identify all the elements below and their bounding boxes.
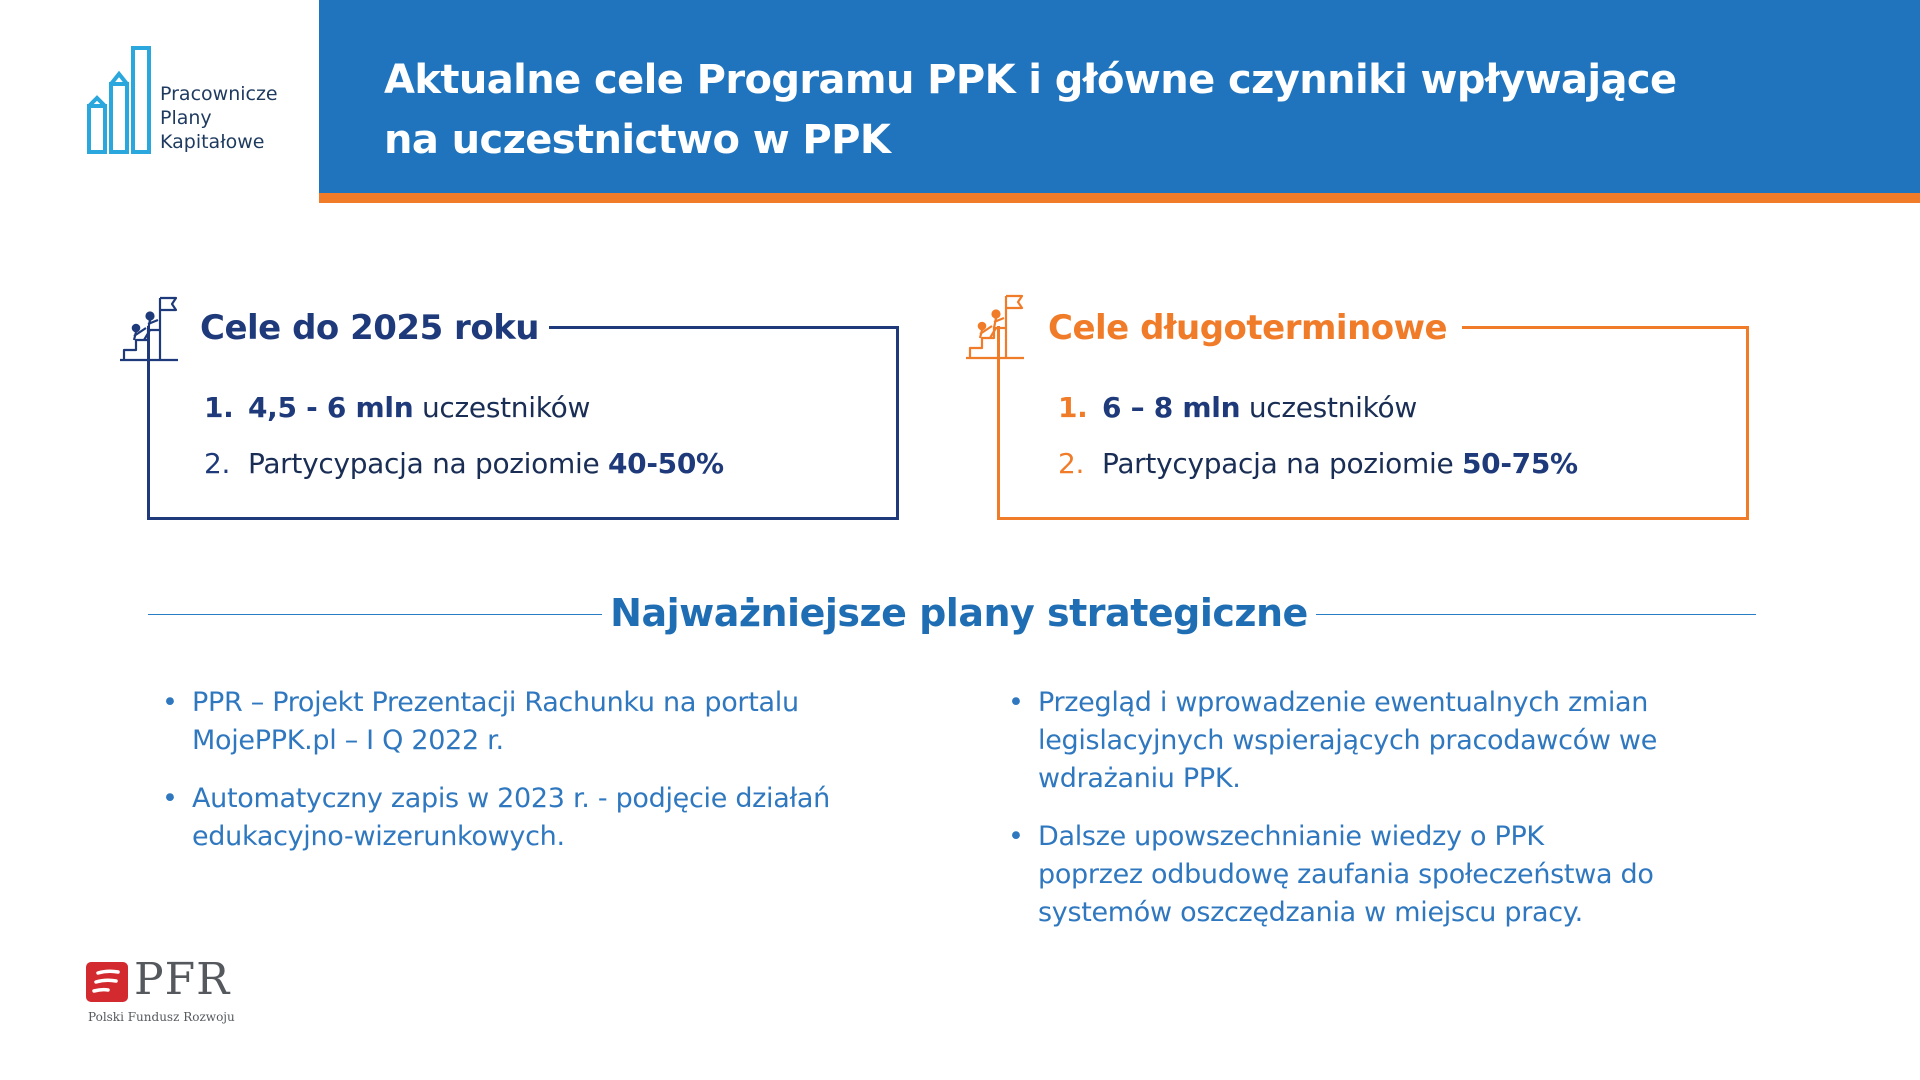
goals-2025-box-top-border (549, 326, 899, 329)
bullet-icon: • (1008, 687, 1024, 718)
list-number: 2. (204, 447, 231, 480)
pfr-subtitle: Polski Fundusz Rozwoju (88, 1010, 235, 1024)
bullet-icon: • (162, 687, 178, 718)
page-title-line-2: na uczestnictwo w PPK (384, 117, 891, 163)
goal-value: 40-50% (607, 447, 724, 480)
plan-text-line: MojePPK.pl – I Q 2022 r. (192, 725, 504, 756)
ppk-logo-text (160, 82, 278, 154)
goal-value: 4,5 - 6 mln (248, 391, 414, 424)
ppk-buildings-icon (86, 44, 152, 156)
goal-text: uczestników (1240, 391, 1417, 424)
plan-text-line: Przegląd i wprowadzenie ewentualnych zmian (1038, 687, 1649, 718)
goals-2025-list (204, 380, 724, 492)
goal-text: Partycypacja na poziomie (248, 447, 608, 480)
goals-2025-item-1 (204, 380, 724, 436)
goal-text: uczestników (413, 391, 591, 424)
goals-2025-item-2 (204, 436, 724, 492)
goals-long-heading: Cele długoterminowe (1048, 308, 1448, 348)
plan-text-line: PPR – Projekt Prezentacji Rachunku na portalu (192, 687, 799, 718)
plan-item (160, 780, 920, 856)
plan-text-line: Automatyczny zapis w 2023 r. - podjęcie działań (192, 783, 830, 814)
bullet-icon: • (1008, 821, 1024, 852)
goals-long-list (1058, 380, 1578, 492)
plan-item (1006, 684, 1766, 798)
logo-line-1: Pracownicze (160, 83, 278, 105)
page-title-line-1: Aktualne cele Programu PPK i główne czynniki wpływające (384, 57, 1677, 103)
pfr-mark-icon (86, 962, 128, 1002)
plan-text-line: Dalsze upowszechnianie wiedzy o PPK (1038, 821, 1544, 852)
section-divider-right (1316, 614, 1756, 615)
plan-text-line: legislacyjnych wspierających pracodawców we (1038, 725, 1658, 756)
section-title: Najważniejsze plany strategiczne (610, 591, 1308, 635)
header-accent-bar (319, 193, 1920, 203)
goal-text: Partycypacja na poziomie (1102, 447, 1462, 480)
goals-long-item-2 (1058, 436, 1578, 492)
goals-long-item-1 (1058, 380, 1578, 436)
list-number: 1. (204, 391, 234, 424)
bullet-icon: • (162, 783, 178, 814)
goal-value: 6 – 8 mln (1102, 391, 1241, 424)
plan-item (160, 684, 920, 760)
plan-text-line: poprzez odbudowę zaufania społeczeństwa do (1038, 859, 1654, 890)
plan-item (1006, 818, 1766, 932)
logo-line-2: Plany (160, 107, 212, 129)
plans-left-list (160, 684, 920, 876)
plan-text-line: edukacyjno-wizerunkowych. (192, 821, 565, 852)
page-title (384, 50, 1834, 170)
list-number: 2. (1058, 447, 1085, 480)
goals-2025-heading: Cele do 2025 roku (200, 308, 540, 348)
plan-text-line: systemów oszczędzania w miejscu pracy. (1038, 897, 1583, 928)
plans-right-list (1006, 684, 1766, 952)
pfr-logo (86, 954, 286, 1028)
section-divider-left (148, 614, 602, 615)
goal-value: 50-75% (1461, 447, 1578, 480)
ppk-logo (0, 0, 318, 200)
pfr-brand: PFR (134, 954, 231, 1005)
plan-text-line: wdrażaniu PPK. (1038, 763, 1241, 794)
list-number: 1. (1058, 391, 1088, 424)
goals-long-box-top-border (1462, 326, 1749, 329)
logo-line-3: Kapitałowe (160, 131, 265, 153)
